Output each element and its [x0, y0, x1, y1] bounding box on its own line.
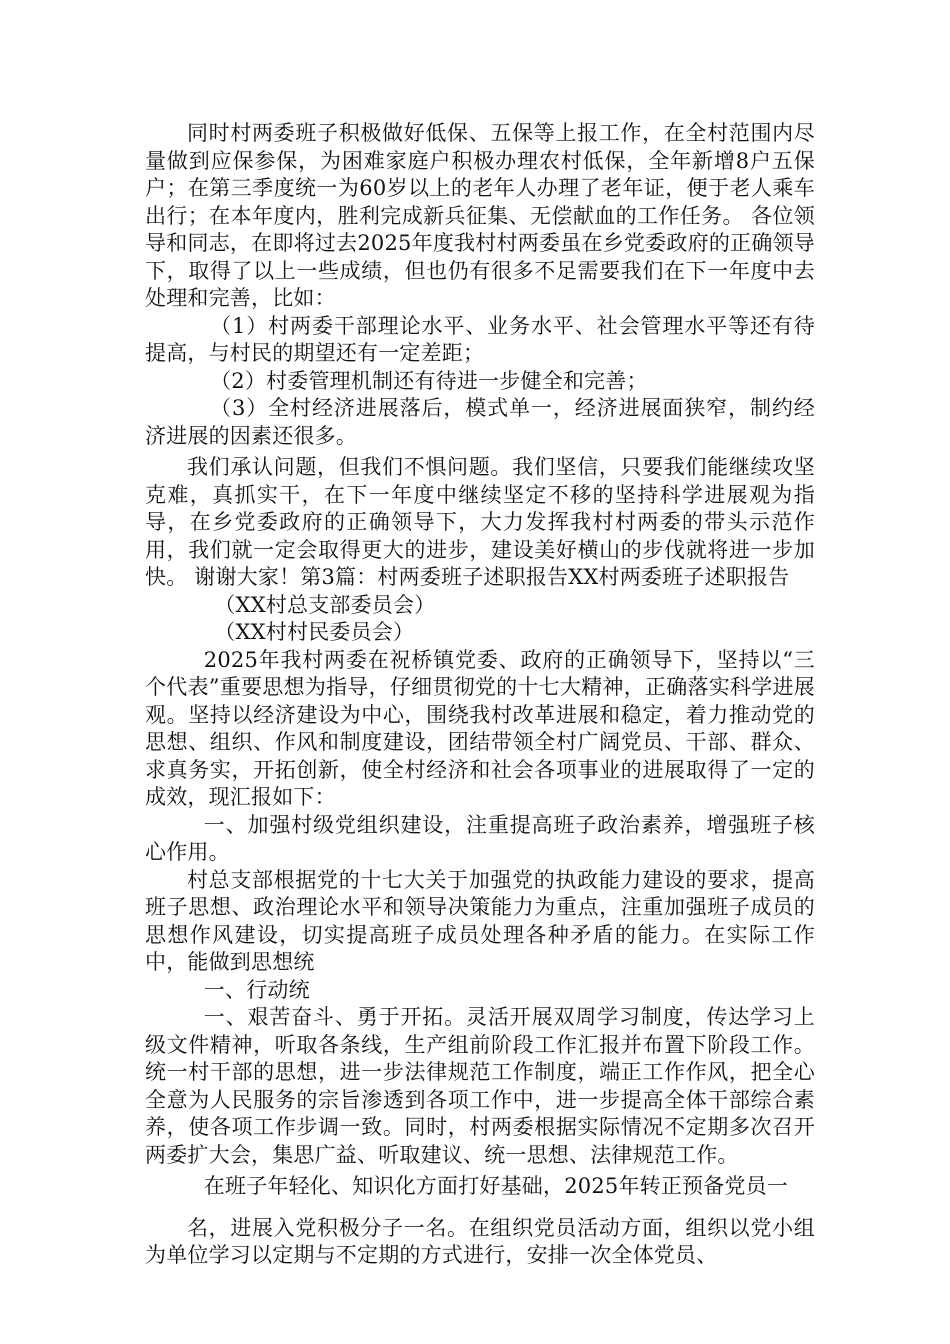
section-heading: 一、加强村级党组织建设，注重提高班子政治素养，增强班子核心作用。: [145, 812, 815, 864]
paragraph: 名，进展入党积极分子一名。在组织党员活动方面，组织以党小组为单位学习以定期与不定期的方式进行，安排一次全体党员、: [145, 1215, 815, 1267]
document-body: [145, 120, 815, 1270]
paragraph: 一、艰苦奋斗、勇于开拓。灵活开展双周学习制度，传达学习上级文件精神，听取各条线，生产组前阶段工作汇报并布置下阶段工作。统一村干部的思想，进一步法律规范工作制度，端正工作作风，把全心全意为人民服务的宗旨渗透到各项工作中，进一步提高全体干部综合素养，使各项工作步调一致。同时，村两委根据实际情况不定期多次召开两委扩大会，集思广益、听取建议、统一思想、法律规范工作。: [145, 1005, 815, 1167]
org-label: （XX村村民委员会）: [214, 620, 415, 644]
list-item: （3）全村经济进展落后，模式单一，经济进展面狭窄，制约经济进展的因素还很多。: [145, 396, 815, 448]
list-item: （1）村两委干部理论水平、业务水平、社会管理水平等还有待提高，与村民的期望还有一定差距；: [145, 313, 815, 365]
paragraph: 村总支部根据党的十七大关于加强党的执政能力建设的要求，提高班子思想、政治理论水平和领导决策能力为重点，注重加强班子成员的思想作风建设，切实提高班子成员处理各种矛盾的能力。在实际工作中，能做到思想统: [145, 867, 815, 974]
paragraph: 在班子年轻化、知识化方面打好基础，2025年转正预备党员一: [203, 1174, 789, 1198]
paragraph: 同时村两委班子积极做好低保、五保等上报工作，在全村范围内尽量做到应保参保，为困难家庭户积极办理农村低保，全年新增8户五保户；在第三季度统一为60岁以上的老年人办理了老年证，便于老人乘车出行；在本年度内，胜利完成新兵征集、无偿献血的工作任务。 各位领导和同志，在即将过去2025年度我村村两委虽在乡党委政府的正确领导下，取得了以上一些成绩，但也仍有很多不足需要我们在下一年度中去处理和完善，比如：: [145, 121, 815, 310]
list-item: （2）村委管理机制还有待进一步健全和完善；: [210, 368, 648, 393]
paragraph: 2025年我村两委在祝桥镇党委、政府的正确领导下，坚持以“三个代表”重要思想为指导，仔细贯彻党的十七大精神，正确落实科学进展观。坚持以经济建设为中心，围绕我村改革进展和稳定，着力推动党的思想、组织、作风和制度建设，团结带领全村广阔党员、干部、群众、求真务实，开拓创新，使全村经济和社会各项事业的进展取得了一定的成效，现汇报如下：: [145, 647, 815, 809]
paragraph: 一、行动统: [203, 977, 310, 1002]
org-label: （XX村总支部委员会）: [214, 592, 436, 617]
paragraph: 我们承认问题，但我们不惧问题。我们坚信，只要我们能继续攻坚克难，真抓实干，在下一年度中继续坚定不移的坚持科学进展观为指导，在乡党委政府的正确领导下，大力发挥我村村两委的带头示范作用，我们就一定会取得更大的进步，建设美好横山的步伐就将进一步加快。 谢谢大家！第3篇：村两委班子述职报告XX村两委班子述职报告: [145, 455, 815, 589]
